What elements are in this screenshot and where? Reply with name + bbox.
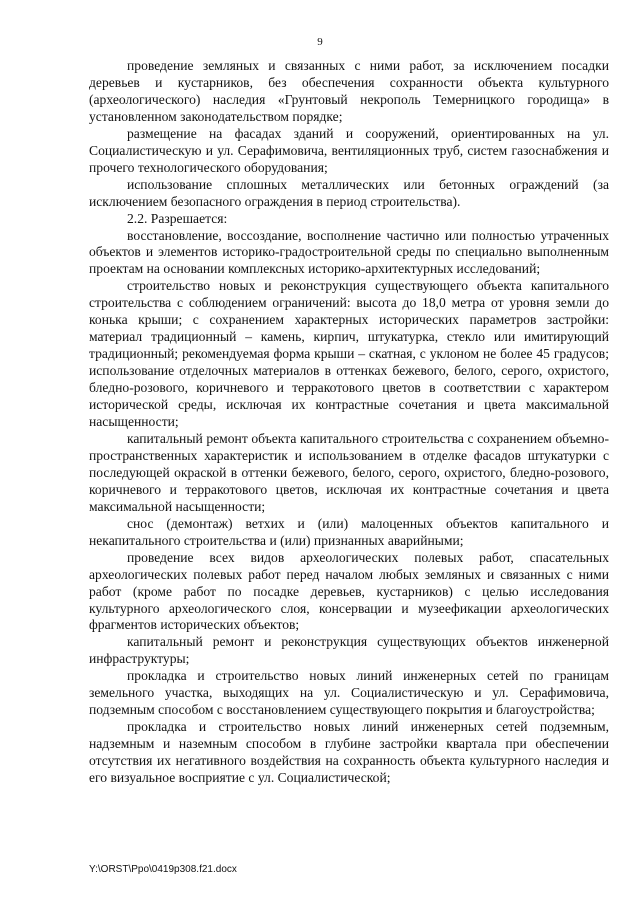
paragraph: капитальный ремонт объекта капитального строительства с сохранением объемно-пространственных характеристик и использованием в отделке фасадов штукатурки с последующей окраской в оттенки бежевого, белого, серого, охристого, бледно-розового, коричневого и терракотового цветов, исключая их контрастные сочетания и цвета максимальной насыщенности; xyxy=(89,430,609,514)
paragraph: проведение всех видов археологических полевых работ, спасательных археологических полевых работ перед началом любых земляных и связанных с ними работ (кроме работ по посадке деревьев, кустарников) с целью исследования культурного археологического слоя, консервации и музеефикации археологических фрагментов исторических объектов; xyxy=(89,549,609,633)
paragraph: капитальный ремонт и реконструкция существующих объектов инженерной инфраструктуры; xyxy=(89,634,609,667)
paragraph: размещение на фасадах зданий и сооружений, ориентированных на ул. Социалистическую и ул. Серафимовича, вентиляционных труб, систем газоснабжения и прочего технологического оборудования; xyxy=(89,125,609,175)
paragraph: прокладка и строительство новых линий инженерных сетей подземным, надземным и наземным способом в глубине застройки квартала при обеспечении отсутствия их негативного воздействия на сохранность объекта культурного наследия и его визуальное восприятие с ул. Социалистической; xyxy=(89,719,609,786)
page-number: 9 xyxy=(317,36,323,48)
file-path-footer: Y:\ORST\Ppo\0419p308.f21.docx xyxy=(89,864,237,875)
paragraph: прокладка и строительство новых линий инженерных сетей по границам земельного участка, выходящих на ул. Социалистическую и ул. Серафимовича, подземным способом с восстановлением существующего покрытия и благоустройства; xyxy=(89,668,609,718)
document-body xyxy=(89,58,609,787)
paragraph: проведение земляных и связанных с ними работ, за исключением посадки деревьев и кустарников, без обеспечения сохранности объекта культурного (археологического) наследия «Грунтовый некрополь Темерницкого городища» в установленном законодательством порядке; xyxy=(89,58,609,124)
section-heading: 2.2. Разрешается: xyxy=(127,210,228,226)
paragraph: использование сплошных металлических или бетонных ограждений (за исключением безопасного ограждения в период строительства). xyxy=(89,176,609,209)
paragraph: строительство новых и реконструкция существующего объекта капитального строительства с соблюдением ограничений: высота до 18,0 метра от уровня земли до конька крыши; с сохранением характерных исторических параметров застройки: материал традиционный – камень, кирпич, штукатурка, стекло или имитирующий традиционный; рекомендуемая форма крыши – скатная, с уклоном не более 45 градусов; использование отделочных материалов в оттенках бежевого, белого, серого, охристого, бледно-розового, коричневого и терракотового цветов в соответствии с характером исторической среды, исключая их контрастные сочетания и цвета максимальной насыщенности; xyxy=(89,278,609,430)
paragraph: снос (демонтаж) ветхих и (или) малоценных объектов капитального и некапитального строительства и (или) признанных аварийными; xyxy=(89,515,609,548)
paragraph: восстановление, воссоздание, восполнение частично или полностью утраченных объектов и элементов историко-градостроительной среды по специально выполненным проектам на основании комплексных историко-архитектурных исследований; xyxy=(89,227,609,277)
